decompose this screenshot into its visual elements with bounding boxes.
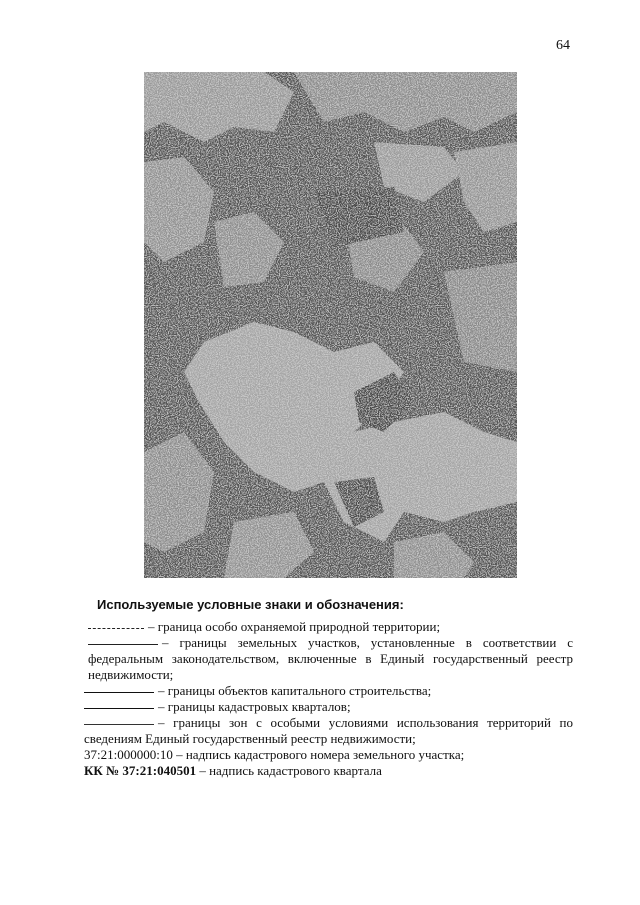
- legend-item-cadastral-quarters: [84, 699, 573, 715]
- legend-item-special-zones: [84, 715, 573, 747]
- legend-item-land-parcels: [84, 635, 573, 683]
- parcel-label-desc: – надпись кадастрового номера земельного участка;: [172, 747, 465, 762]
- legend-item-text: – границы зон с особыми условиями использования территорий по сведениям Единый государственный реестр недвижимости;: [84, 715, 573, 746]
- solid-line-icon: [84, 708, 154, 709]
- legend-item-text: – границы кадастровых кварталов;: [158, 699, 351, 714]
- legend-title: Используемые условные знаки и обозначения:: [97, 597, 404, 612]
- legend-item-text: – границы земельных участков, установленные в соответствии с федеральным законодательством, включенные в Единый государственный реестр недвижимости;: [88, 635, 573, 682]
- dashed-line-icon: [88, 628, 144, 629]
- thin-line-icon: [88, 644, 158, 645]
- legend-item-parcel-label: [84, 747, 573, 763]
- parcel-label-example: 37:21:000000:10: [84, 747, 173, 762]
- legend-item-protected-area: [84, 619, 573, 635]
- legend: [84, 597, 573, 779]
- zone-line-icon: [84, 724, 154, 725]
- legend-item-quarter-label: [84, 763, 573, 779]
- legend-item-text: – граница особо охраняемой природной территории;: [148, 619, 441, 634]
- legend-item-capital-objects: [84, 683, 573, 699]
- quarter-label-desc: – надпись кадастрового квартала: [196, 763, 382, 778]
- quarter-label-example: КК № 37:21:040501: [84, 763, 197, 778]
- page-number: 64: [556, 38, 570, 53]
- legend-item-text: – границы объектов капитального строительства;: [158, 683, 432, 698]
- satellite-map-image: [144, 72, 517, 578]
- solid-line-icon: [84, 692, 154, 693]
